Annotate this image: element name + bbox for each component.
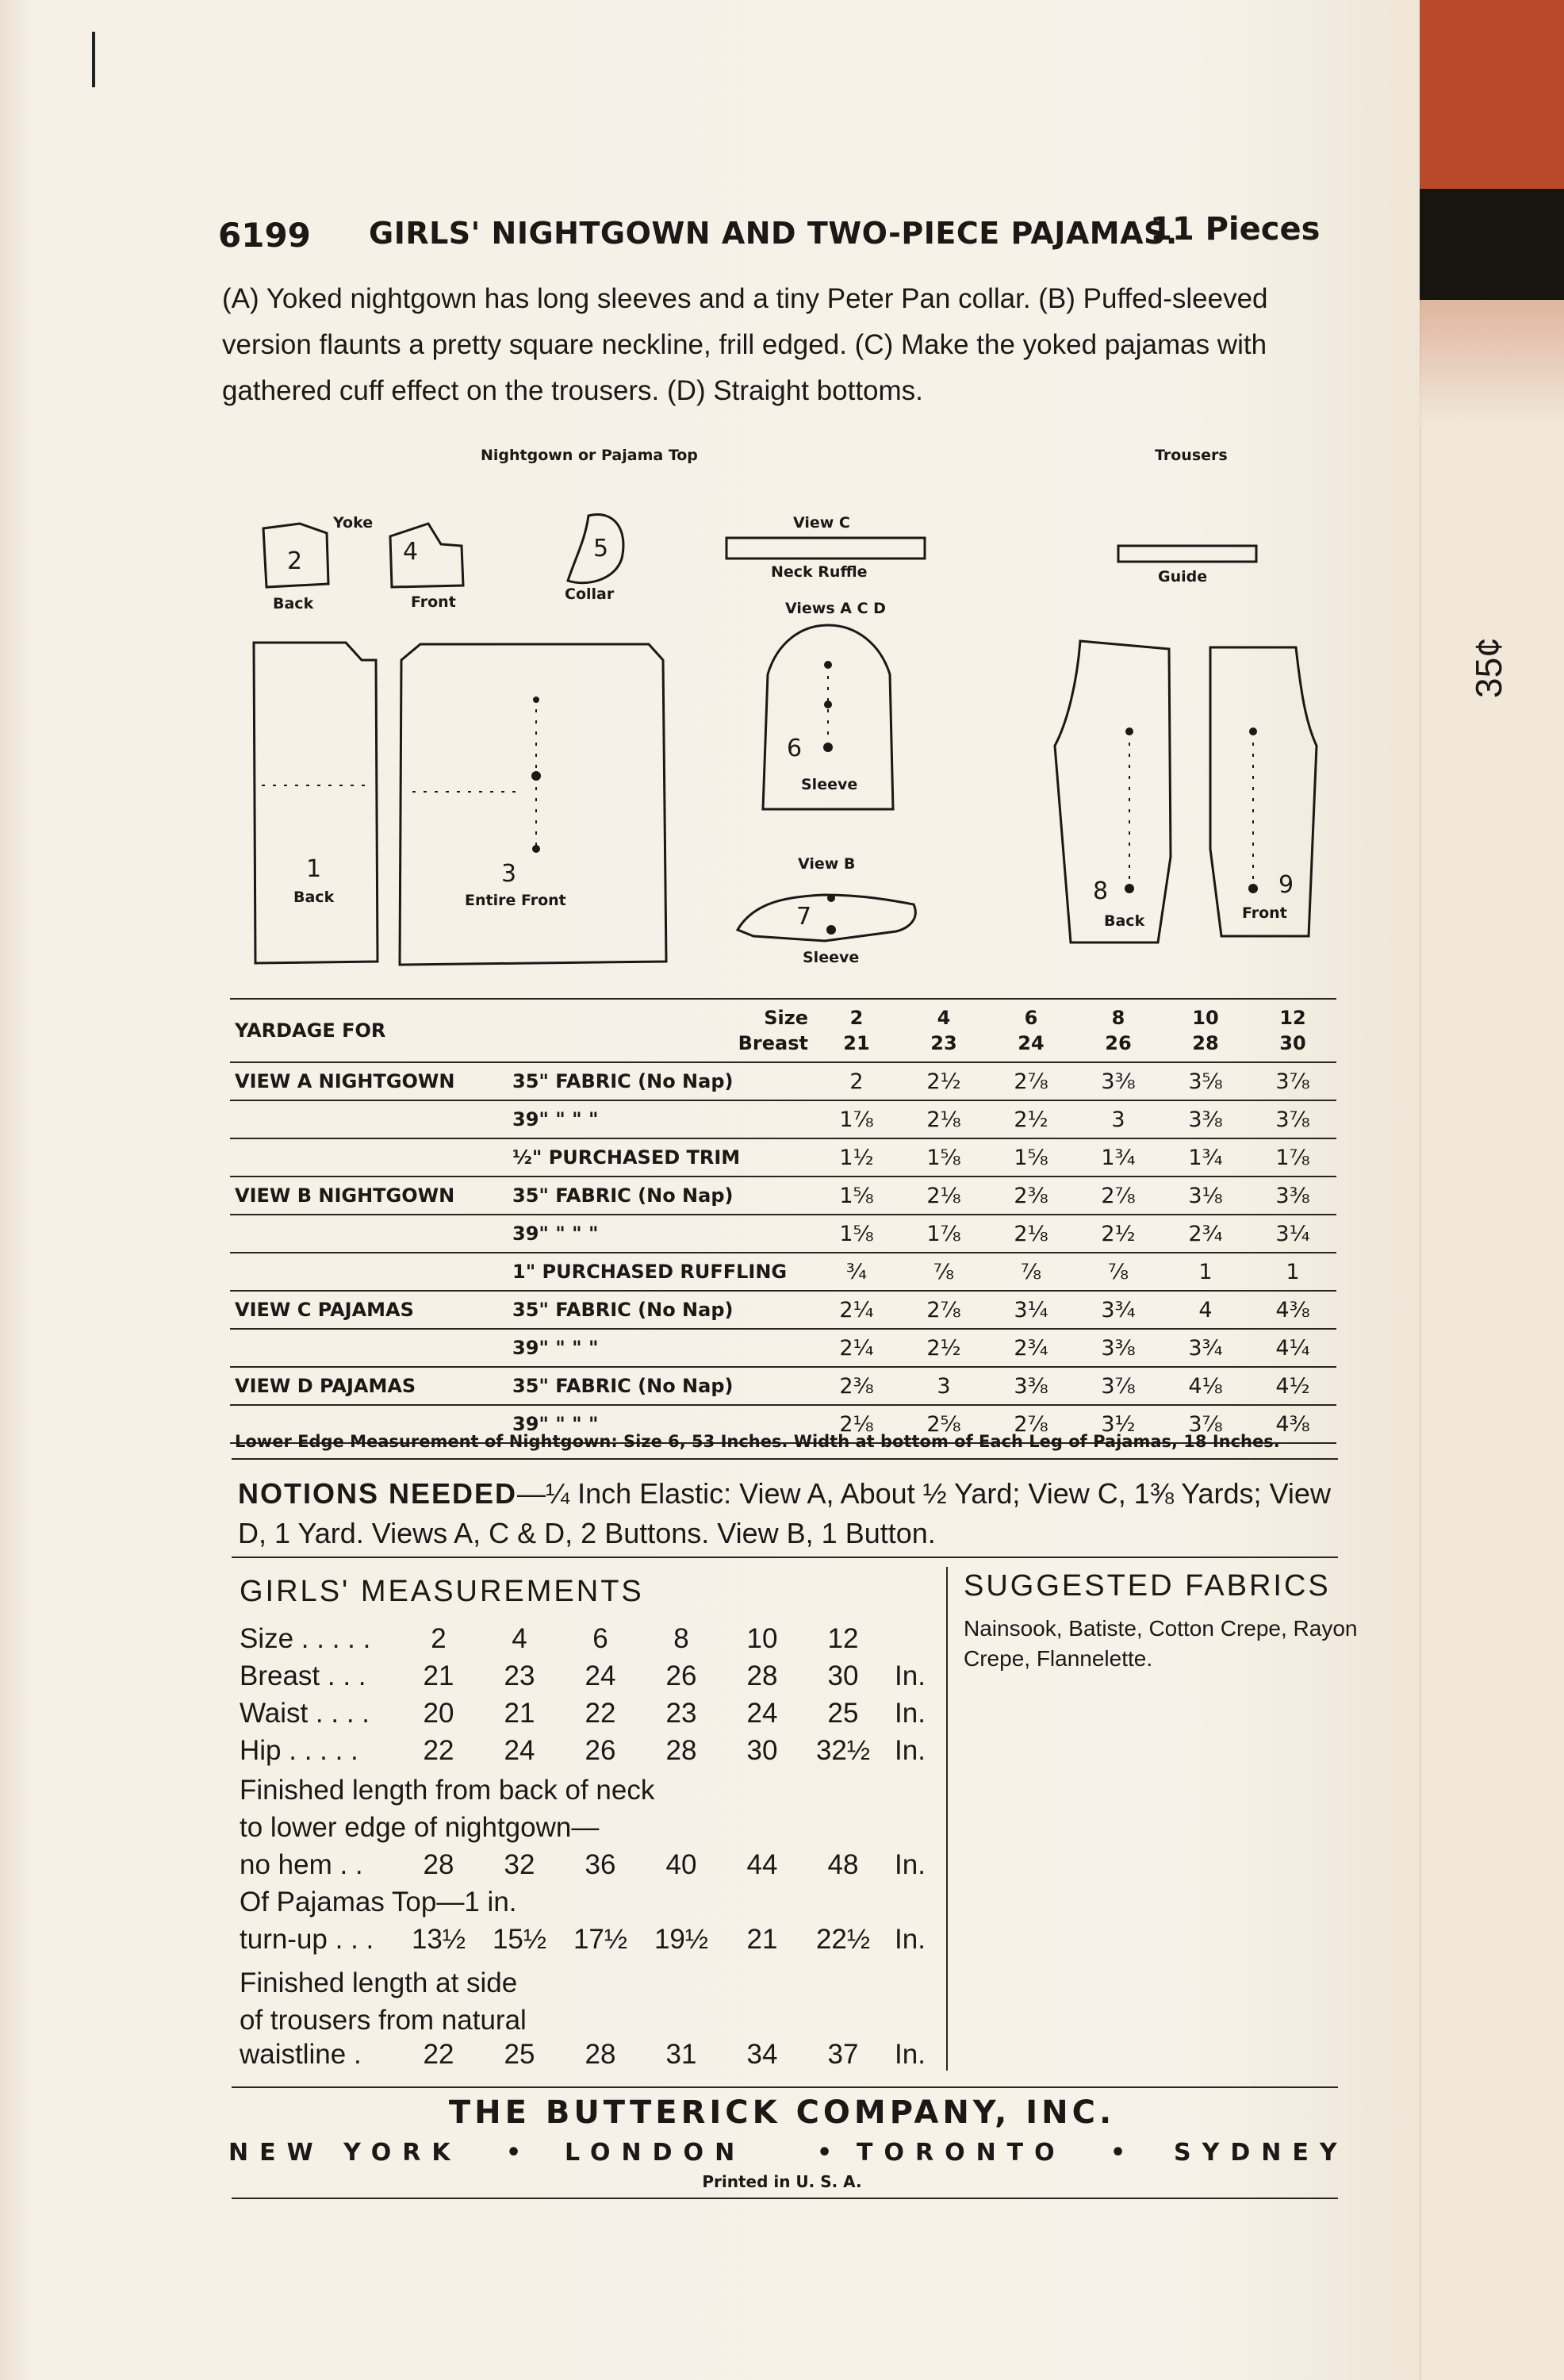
size-breast-labels [508, 999, 813, 1062]
table-row: 39" " " " 2⅛ 2⅝ 2⅞ 3½ 3⅞ 4⅜ [230, 1405, 1336, 1443]
piece-guide-shape [1118, 546, 1256, 562]
piece-7-label: Sleeve [803, 949, 860, 966]
piece-9-label: Front [1242, 904, 1287, 922]
divider [232, 1557, 1338, 1558]
divider [232, 2086, 1338, 2088]
lower-edge-note: Lower Edge Measurement of Nightgown: Size 6, 53 Inches. Width at bottom of Each Leg of Pajamas, 18 Inches. [235, 1432, 1280, 1451]
pajama-length-text: Of Pajamas Top—1 in. [240, 1887, 517, 1917]
piece-1-label: Back [293, 889, 335, 906]
piece-2-number: 2 [287, 547, 303, 575]
views-acd-label: Views A C D [785, 600, 886, 617]
table-row: VIEW C PAJAMAS 35" FABRIC (No Nap) 2¼ 2⅞ 3¼ 3¾ 4 4⅜ [230, 1291, 1336, 1329]
piece-7-number: 7 [796, 903, 812, 931]
table-row: 39" " " " 2¼ 2½ 2¾ 3⅜ 3¾ 4¼ [230, 1329, 1336, 1367]
pattern-description: (A) Yoked nightgown has long sleeves and a tiny Peter Pan collar. (B) Puffed-sleeved version flaunts a pretty square neckline, frill edged. (C) Make the yoked pajamas with gathered cuff effect on the trousers. (D) Straight bottoms. [222, 283, 1268, 406]
table-row: turn-up . . . 13½ 15½ 17½ 19½ 21 22½ In. [240, 1923, 926, 1955]
piece-3-shape [400, 644, 666, 965]
yardage-table [230, 998, 1336, 1444]
table-row: Breast . . . 21 23 24 26 28 30 In. [240, 1660, 926, 1691]
nightgown-length-text-2: to lower edge of nightgown— [240, 1812, 600, 1843]
table-row: VIEW D PAJAMAS 35" FABRIC (No Nap) 2⅜ 3 3⅜ 3⅞ 4⅛ 4½ [230, 1367, 1336, 1405]
city-new-york: NEW YORK [228, 2139, 462, 2167]
printed-in-usa: Printed in U. S. A. [702, 2172, 862, 2191]
table-row: 1" PURCHASED RUFFLING ¾ ⅞ ⅞ ⅞ 1 1 [230, 1253, 1336, 1291]
size-label: Size [764, 1007, 808, 1029]
piece-1-shape [254, 643, 378, 963]
view-c-label: View C [793, 514, 850, 532]
table-row: VIEW B NIGHTGOWN 35" FABRIC (No Nap) 1⅝ 2⅛ 2⅜ 2⅞ 3⅛ 3⅜ [230, 1177, 1336, 1215]
piece-5-number: 5 [593, 535, 609, 562]
trouser-length-text-2: of trousers from natural [240, 2005, 527, 2036]
table-row: Hip . . . . . 22 24 26 28 30 32½ In. [240, 1734, 926, 1766]
bullet: • [1110, 2139, 1126, 2167]
piece-9-shape [1210, 647, 1317, 936]
yoke-label: Yoke [333, 514, 374, 532]
table-row: waistline . 22 25 28 31 34 37 In. [240, 2038, 926, 2070]
size-col: 12 30 [1249, 999, 1336, 1062]
piece-4-shape [390, 524, 463, 587]
neck-ruffle-label: Neck Ruffle [771, 563, 868, 581]
pattern-pieces-diagram [0, 0, 1564, 1000]
notions-text: —¼ Inch Elastic: View A, About ½ Yard; View C, 1⅜ Yards; View D, 1 Yard. Views A, C & D, 2 Buttons. View B, 1 Button. [238, 1477, 1331, 1549]
pieces-count: 11 Pieces [1150, 211, 1321, 248]
grain-dot [826, 925, 836, 935]
city-toronto: TORONTO [857, 2139, 1066, 2167]
divider [232, 2198, 1338, 2199]
breast-label: Breast [738, 1032, 808, 1054]
pattern-number: 6199 [218, 216, 311, 255]
company-name: THE BUTTERICK COMPANY, INC. [448, 2094, 1116, 2131]
notions-title: NOTIONS NEEDED [238, 1477, 518, 1510]
measurements-table [240, 1620, 926, 1769]
column-divider [946, 1567, 948, 2071]
table-row: 39" " " " 1⅝ 1⅞ 2⅛ 2½ 2¾ 3¼ [230, 1215, 1336, 1253]
table-row: no hem . . 28 32 36 40 44 48 In. [240, 1848, 926, 1880]
fabrics-text: Nainsook, Batiste, Cotton Crepe, Rayon Crepe, Flannelette. [964, 1616, 1358, 1671]
piece-6-label: Sleeve [801, 776, 858, 793]
view-b-label: View B [798, 855, 856, 873]
trouser-length-text-1: Finished length at side [240, 1967, 518, 1998]
piece-2-label: Back [273, 595, 314, 612]
city-sydney: SYDNEY [1174, 2139, 1348, 2167]
pajama-length-row [240, 1921, 926, 1958]
piece-8-shape [1055, 641, 1171, 942]
table-row: Size . . . . . 2 4 6 8 10 12 [240, 1622, 859, 1654]
size-col: 10 28 [1162, 999, 1249, 1062]
size-col: 6 24 [987, 999, 1075, 1062]
piece-8-label: Back [1104, 912, 1145, 930]
piece-3-number: 3 [501, 860, 517, 888]
yardage-title: YARDAGE FOR [230, 999, 508, 1062]
size-col: 2 21 [813, 999, 900, 1062]
diagram-group-top: Nightgown or Pajama Top [481, 447, 698, 464]
piece-7-shape [738, 895, 915, 941]
pattern-title: GIRLS' NIGHTGOWN AND TWO-PIECE PAJAMAS. [369, 216, 1178, 251]
piece-4-number: 4 [403, 538, 419, 566]
diagram-group-trousers: Trousers [1155, 447, 1228, 464]
piece-8-number: 8 [1093, 877, 1109, 905]
table-row: ½" PURCHASED TRIM 1½ 1⅝ 1⅝ 1¾ 1¾ 1⅞ [230, 1138, 1336, 1177]
bullet: • [817, 2139, 833, 2167]
guide-label: Guide [1158, 568, 1208, 585]
nightgown-length-row [240, 1846, 926, 1883]
table-row: 39" " " " 1⅞ 2⅛ 2½ 3 3⅜ 3⅞ [230, 1100, 1336, 1138]
table-row: Waist . . . . 20 21 22 23 24 25 In. [240, 1697, 926, 1729]
grain-dot [827, 894, 835, 902]
piece-5-label: Collar [565, 585, 615, 603]
grain-dot [824, 701, 832, 708]
trouser-length-row [240, 2036, 926, 2073]
yardage-header-row [230, 999, 1336, 1062]
divider [232, 1458, 1338, 1460]
size-col: 8 26 [1075, 999, 1162, 1062]
piece-6-number: 6 [787, 735, 803, 762]
piece-9-number: 9 [1278, 871, 1294, 899]
table-row: VIEW A NIGHTGOWN 35" FABRIC (No Nap) 2 2½ 2⅞ 3⅜ 3⅝ 3⅞ [230, 1062, 1336, 1100]
fabrics-title: SUGGESTED FABRICS [964, 1569, 1331, 1603]
piece-3-label: Entire Front [465, 892, 566, 909]
city-london: LONDON [565, 2139, 746, 2167]
piece-1-number: 1 [306, 855, 322, 883]
nightgown-length-text-1: Finished length from back of neck [240, 1775, 655, 1806]
piece-4-label: Front [411, 593, 456, 611]
price-label: 35¢ [1468, 637, 1509, 698]
size-col: 4 23 [900, 999, 987, 1062]
notions-needed [238, 1474, 1348, 1553]
piece-neck-ruffle-shape [726, 538, 925, 559]
bullet: • [506, 2139, 522, 2167]
measurements-title: GIRLS' MEASUREMENTS [240, 1575, 644, 1608]
